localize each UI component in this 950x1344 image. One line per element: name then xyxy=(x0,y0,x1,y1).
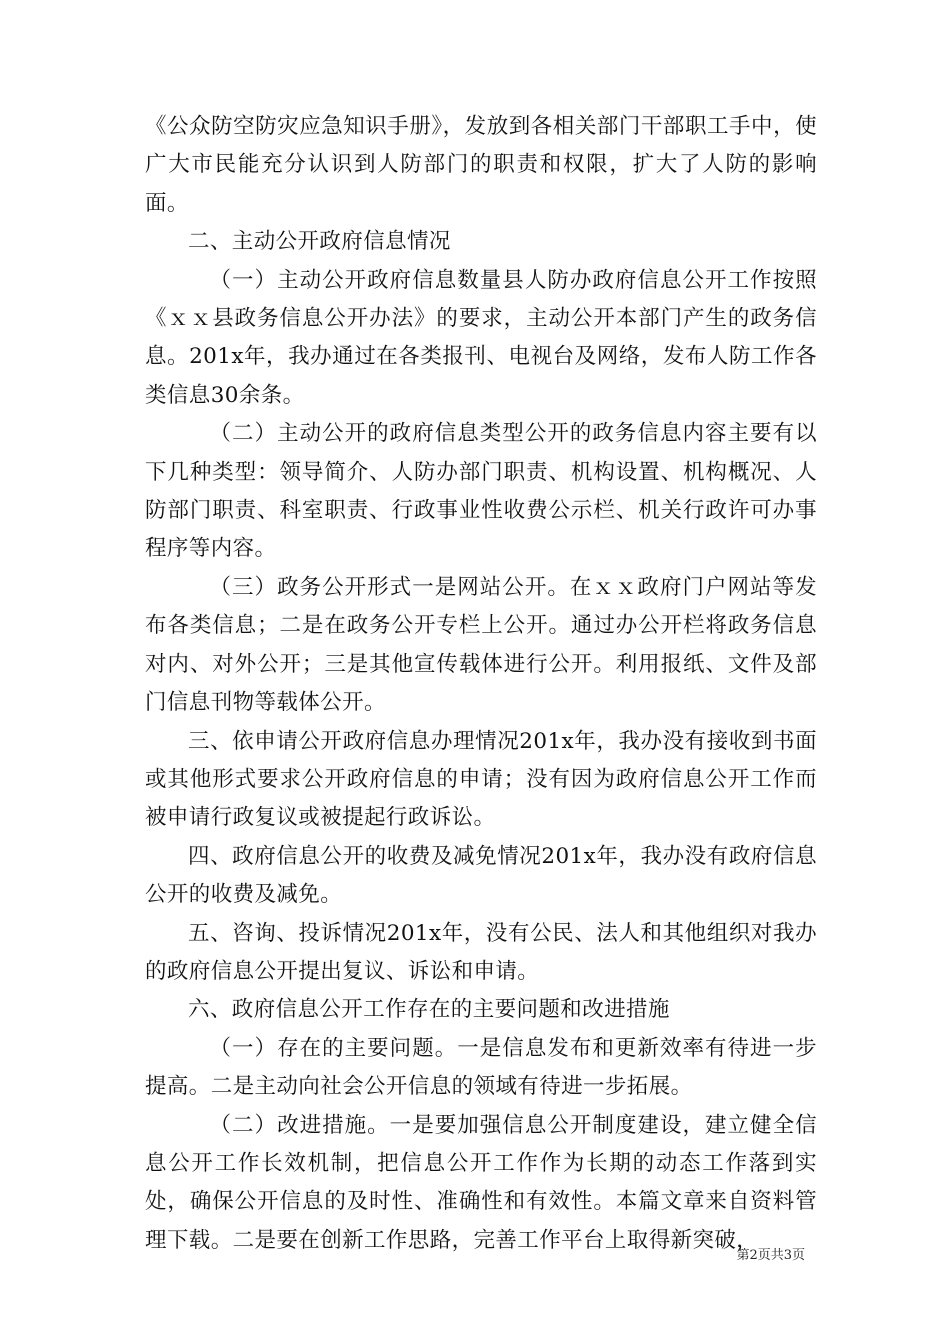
section-4: 四、政府信息公开的收费及减免情况201x年，我办没有政府信息公开的收费及减免。 xyxy=(145,843,817,908)
page-number: 第2页共3页 xyxy=(736,1248,805,1263)
section-5: 五、咨询、投诉情况201x年，没有公民、法人和其他组织对我办的政府信息公开提出复议、诉讼和申请。 xyxy=(145,920,817,984)
paragraph-continuation: 《公众防空防灾应急知识手册》，发放到各相关部门干部职工手中，使广大市民能充分认识到人防部门的职责和权限，扩大了人防的影响面。 xyxy=(145,114,817,216)
document-body xyxy=(145,108,817,1260)
paragraph-2-2: （二）主动公开的政府信息类型公开的政务信息内容主要有以下几种类型：领导简介、人防办部门职责、机构设置、机构概况、人防部门职责、科室职责、行政事业性收费公示栏、机关行政许可办事程序等内容。 xyxy=(145,421,817,562)
paragraph-6-2: （二）改进措施。一是要加强信息公开制度建设，建立健全信息公开工作长效机制，把信息公开工作作为长期的动态工作落到实处，确保公开信息的及时性、准确性和有效性。本篇文章来自资料管理下载。二是要在创新工作思路，完善工作平台上取得新突破， xyxy=(145,1112,817,1253)
paragraph-2-3: （三）政务公开形式一是网站公开。在ｘｘ政府门户网站等发布各类信息；二是在政务公开专栏上公开。通过办公开栏将政务信息对内、对外公开；三是其他宣传载体进行公开。利用报纸、文件及部门信息刊物等载体公开。 xyxy=(145,574,817,716)
paragraph-6-1: （一）存在的主要问题。一是信息发布和更新效率有待进一步提高。二是主动向社会公开信息的领域有待进一步拓展。 xyxy=(145,1035,817,1100)
section-3: 三、依申请公开政府信息办理情况201x年，我办没有接收到书面或其他形式要求公开政府信息的申请；没有因为政府信息公开工作而被申请行政复议或被提起行政诉讼。 xyxy=(145,728,817,831)
section-heading-2: 二、主动公开政府信息情况 xyxy=(188,229,451,255)
paragraph-2-1: （一）主动公开政府信息数量县人防办政府信息公开工作按照《ｘｘ县政务信息公开办法》的要求，主动公开本部门产生的政务信息。201x年，我办通过在各类报刊、电视台及网络，发布人防工作各类信息30余条。 xyxy=(145,267,817,408)
section-heading-6: 六、政府信息公开工作存在的主要问题和改进措施 xyxy=(188,997,670,1023)
